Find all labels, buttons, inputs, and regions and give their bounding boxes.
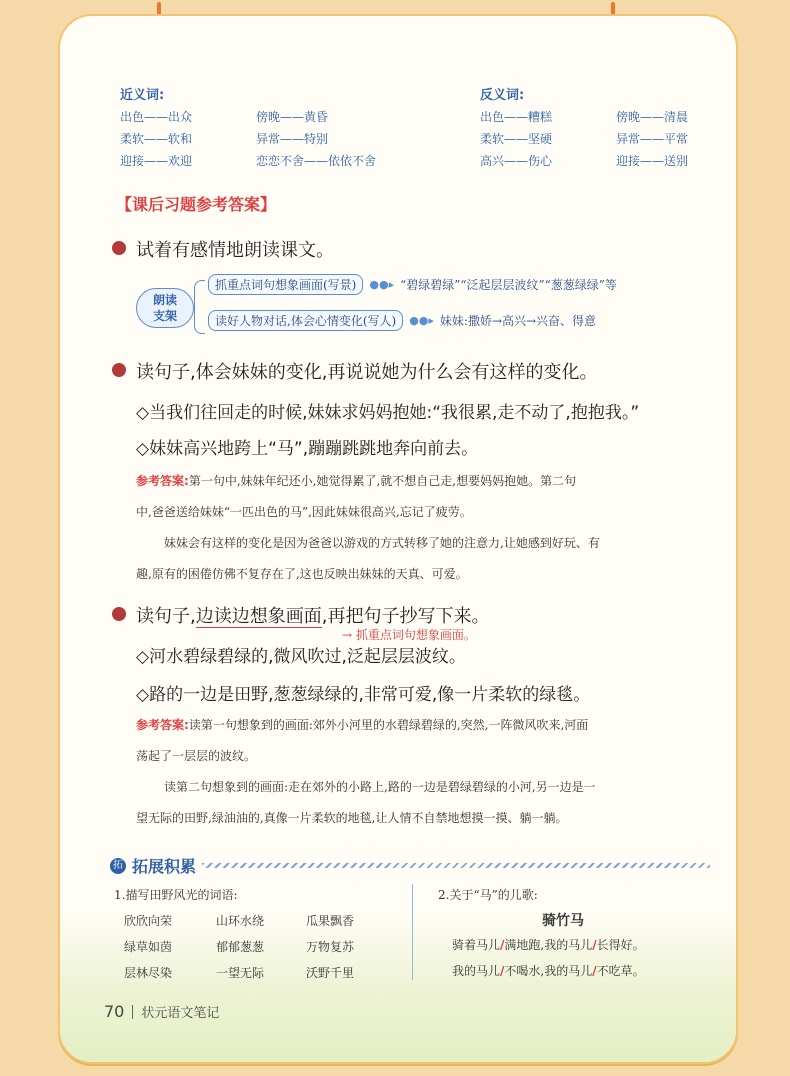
synonym-item: 异常——特别 (256, 132, 329, 146)
sentence: ◇路的一边是田野,葱葱绿绿的,非常可爱,像一片柔软的绿毯。 (136, 685, 591, 705)
sentence: ◇妹妹高兴地跨上“马”,蹦蹦跳跳地奔向前去。 (136, 439, 479, 459)
answer-label: 参考答案: (136, 474, 189, 488)
synonym-item: 傍晚——黄昏 (256, 110, 329, 124)
word: 郁郁葱葱 (216, 940, 265, 954)
song-line: 骑着马儿/满地跑,我的马儿/长得好。 (452, 938, 645, 952)
song-line: 我的马儿/不喝水,我的马儿/不吃草。 (452, 964, 645, 978)
antonym-item: 迎接——送别 (616, 154, 689, 168)
scaffold-text-scenery: “碧绿碧绿”“泛起层层波纹”“葱葱绿绿”等 (400, 278, 617, 292)
sentence: ◇当我们往回走的时候,妹妹求妈妈抱她:“我很累,走不动了,抱抱我。” (136, 403, 640, 423)
notebook-page (58, 14, 738, 1064)
scaffold-text-character: 妹妹:撒娇→高兴→兴奋、得意 (439, 314, 597, 328)
antonym-item: 出色——糟糕 (480, 110, 553, 124)
page-number: 70 (104, 1002, 125, 1021)
word: 一望无际 (216, 966, 265, 980)
song-title: 骑竹马 (542, 913, 584, 929)
antonyms-heading: 反义词: (480, 88, 525, 103)
scaffold-badge: 朗读 支架 (136, 288, 194, 328)
antonym-item: 高兴——伤心 (480, 154, 553, 168)
bullet-icon (112, 241, 126, 255)
question-3: 读句子,边读边想象画面,再把句子抄写下来。 (136, 606, 490, 627)
arrow-icon: ●●▸ (369, 278, 395, 291)
question-2: 读句子,体会妹妹的变化,再说说她为什么会有这样的变化。 (136, 362, 598, 383)
extension-left-heading: 1.描写田野风光的词语: (114, 888, 238, 902)
answer-block: 参考答案:读第一句想象到的画面:郊外小河里的水碧绿碧绿的,突然,一阵微风吹来,河面 荡起了一层层的波纹。 读第二句想象到的画面:走在郊外的小路上,路的一边是碧绿碧绿的小河,另一边是一 望无际的田野,绿油油的,真像一片柔软的地毯,让人情不自禁地想摸一摸、躺一躺。 (136, 718, 596, 825)
word: 沃野千里 (306, 966, 355, 980)
antonym-item: 傍晚——清晨 (616, 110, 689, 124)
scaffold-box-character: 读好人物对话,体会心情变化(写人) (208, 310, 403, 331)
synonym-item: 迎接——欢迎 (120, 154, 193, 168)
synonym-item: 出色——出众 (120, 110, 193, 124)
word: 绿草如茵 (124, 940, 173, 954)
extension-header: 拓 拓展积累 (110, 854, 710, 877)
arrow-icon: ●●▸ (409, 314, 434, 327)
word: 欣欣向荣 (124, 914, 173, 928)
synonyms-heading: 近义词: (120, 88, 165, 103)
answer-block: 参考答案:第一句中,妹妹年纪还小,她觉得累了,就不想自己走,想要妈妈抱她。第二句 中,爸爸送给妹妹“一匹出色的马”,因此妹妹很高兴,忘记了疲劳。 妹妹会有这样的变化是因为爸爸以游戏的方式转移了她的注意力,让她感到好玩、有 趣,原有的困倦仿佛不复存在了,这也反映出妹妹的天真、可爱。 (136, 474, 600, 581)
bullet-icon (112, 607, 126, 621)
sentence: ◇河水碧绿碧绿的,微风吹过,泛起层层波纹。 (136, 647, 466, 667)
antonym-item: 柔软——坚硬 (480, 132, 553, 146)
word: 万物复苏 (306, 940, 355, 954)
word: 山环水绕 (216, 914, 265, 928)
answer-label: 参考答案: (136, 718, 189, 732)
footer (104, 1002, 219, 1021)
scaffold-box-scenery: 抓重点词句想象画面(写景) (208, 274, 363, 295)
section-title: 【课后习题参考答案】 (116, 195, 277, 214)
divider (412, 884, 413, 980)
bullet-icon (112, 363, 126, 377)
word: 层林尽染 (124, 966, 173, 980)
word: 瓜果飘香 (306, 914, 355, 928)
synonym-item: 恋恋不舍——依依不舍 (256, 154, 377, 168)
arrow-icon: → (342, 628, 353, 642)
extension-right-heading: 2.关于“马”的儿歌: (438, 888, 538, 902)
antonym-item: 异常——平常 (616, 132, 689, 146)
book-title: 状元语文笔记 (141, 1006, 220, 1021)
expand-icon: 拓 (110, 858, 126, 874)
synonym-item: 柔软——软和 (120, 132, 193, 146)
annotation-note: → 抓重点词句想象画面。 (342, 628, 476, 642)
question-1: 试着有感情地朗读课文。 (136, 240, 334, 261)
